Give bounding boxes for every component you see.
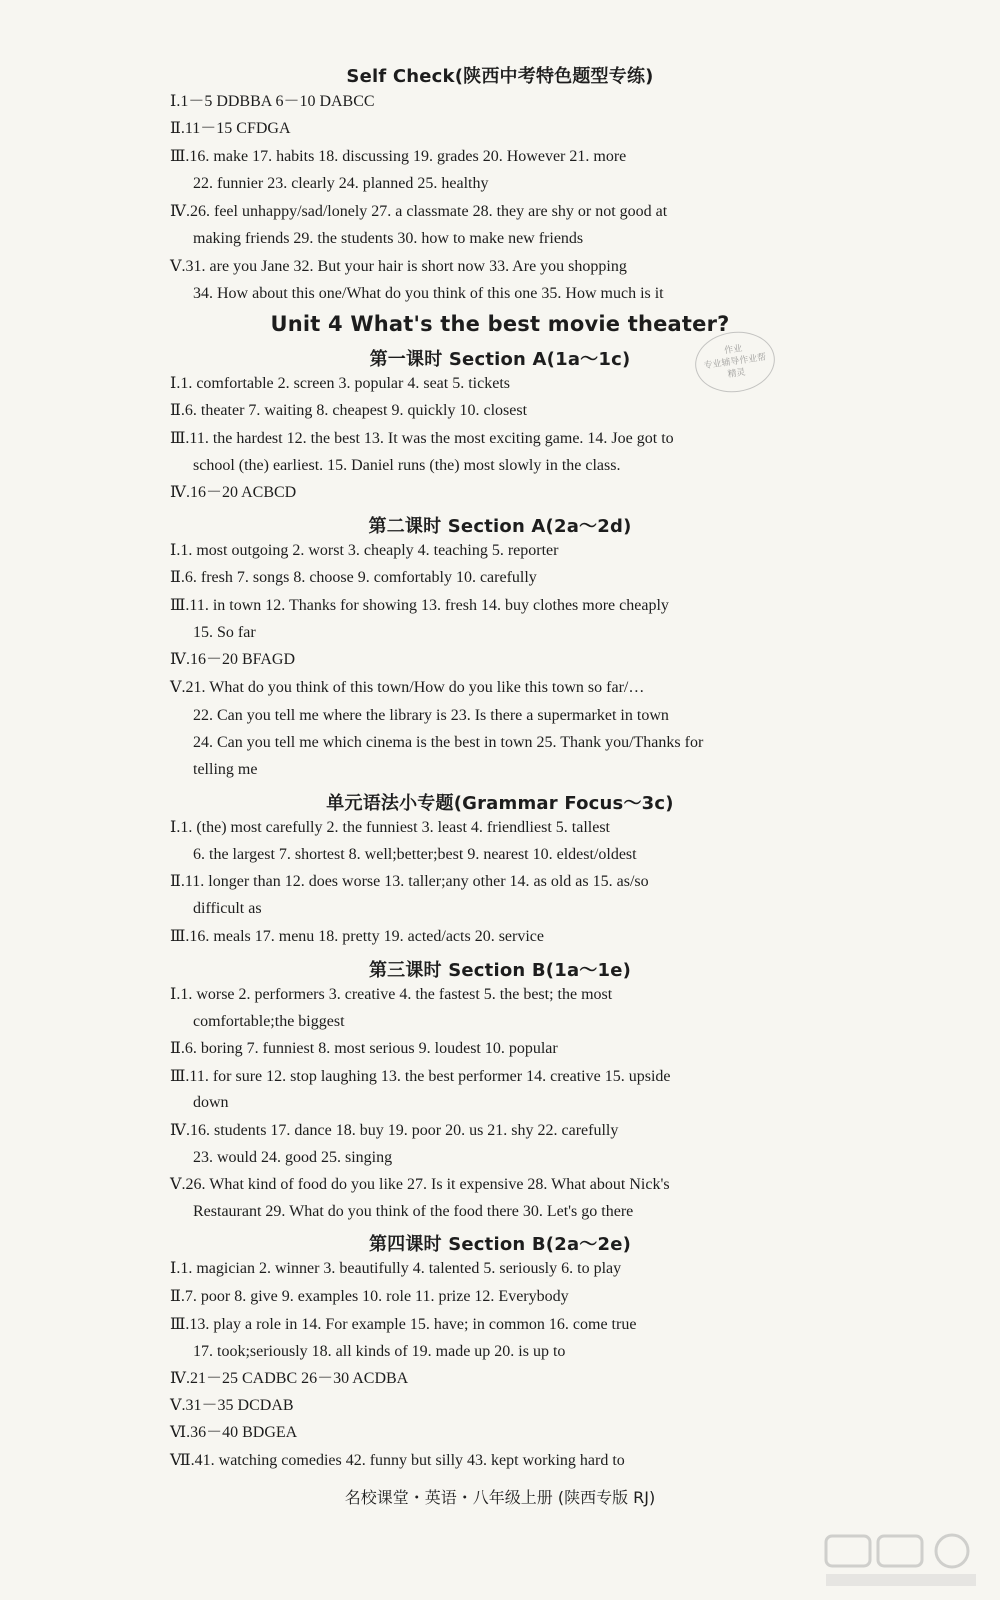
answer-line: Ⅴ.31. are you Jane 32. But your hair is short now 33. Are you shopping bbox=[170, 258, 627, 275]
answer-line: Ⅵ.36－40 BDGEA bbox=[170, 1424, 298, 1441]
answer-line: Ⅲ.16. meals 17. menu 18. pretty 19. acted/acts 20. service bbox=[170, 928, 544, 945]
answer-line: Ⅰ.1. (the) most carefully 2. the funniest 3. least 4. friendliest 5. tallest bbox=[170, 819, 610, 836]
answer-line: Ⅳ.26. feel unhappy/sad/lonely 27. a classmate 28. they are shy or not good at bbox=[170, 203, 668, 220]
grammar-heading: 单元语法小专题(Grammar Focus～3c) bbox=[326, 793, 674, 814]
page-footer: 名校课堂・英语・八年级上册 (陕西专版 RJ) bbox=[344, 1488, 656, 1507]
answer-line: Ⅲ.13. play a role in 14. For example 15. have; in common 16. come true bbox=[170, 1316, 637, 1333]
answer-line: Ⅲ.11. the hardest 12. the best 13. It was the most exciting game. 14. Joe got to bbox=[170, 430, 674, 447]
answer-line: Ⅲ.11. in town 12. Thanks for showing 13. fresh 14. buy clothes more cheaply bbox=[170, 597, 669, 614]
answer-line: 24. Can you tell me which cinema is the best in town 25. Thank you/Thanks for bbox=[193, 734, 704, 751]
answer-line: Ⅳ.16－20 BFAGD bbox=[170, 651, 296, 668]
answer-line: telling me bbox=[193, 761, 258, 778]
unit-title: Unit 4 What's the best movie theater? bbox=[270, 312, 730, 336]
answer-line: Ⅴ.31－35 DCDAB bbox=[170, 1397, 294, 1414]
answer-line: Ⅱ.6. fresh 7. songs 8. choose 9. comfortably 10. carefully bbox=[170, 569, 537, 586]
answer-line: 34. How about this one/What do you think of this one 35. How much is it bbox=[193, 285, 664, 302]
answer-line: Ⅰ.1. comfortable 2. screen 3. popular 4. seat 5. tickets bbox=[170, 375, 510, 392]
self-check-heading: Self Check(陕西中考特色题型专练) bbox=[346, 66, 654, 87]
answer-line: 22. Can you tell me where the library is 23. Is there a supermarket in town bbox=[193, 707, 669, 724]
answer-line: Ⅱ.11. longer than 12. does worse 13. taller;any other 14. as old as 15. as/so bbox=[170, 873, 649, 890]
lesson-heading: 第四课时 Section B(2a～2e) bbox=[368, 1234, 632, 1255]
lesson-heading: 第三课时 Section B(1a～1e) bbox=[368, 960, 632, 981]
lesson-heading: 第二课时 Section A(2a～2d) bbox=[368, 516, 632, 537]
answer-line: difficult as bbox=[193, 900, 262, 917]
answer-line: comfortable;the biggest bbox=[193, 1013, 345, 1030]
watermark-logo bbox=[822, 1532, 982, 1592]
answer-line: Ⅴ.26. What kind of food do you like 27. Is it expensive 28. What about Nick's bbox=[170, 1176, 670, 1193]
answer-line: school (the) earliest. 15. Daniel runs (the) most slowly in the class. bbox=[193, 457, 621, 474]
answer-line: Ⅱ.6. theater 7. waiting 8. cheapest 9. quickly 10. closest bbox=[170, 402, 528, 419]
lesson-heading: 第一课时 Section A(1a～1c) bbox=[369, 349, 631, 370]
answer-line: 15. So far bbox=[193, 624, 256, 641]
answer-line: Restaurant 29. What do you think of the food there 30. Let's go there bbox=[193, 1203, 634, 1220]
answer-line: Ⅰ.1. worse 2. performers 3. creative 4. the fastest 5. the best; the most bbox=[170, 986, 613, 1003]
answer-line: Ⅲ.16. make 17. habits 18. discussing 19. grades 20. However 21. more bbox=[170, 148, 627, 165]
answer-line: Ⅳ.21－25 CADBC 26－30 ACDBA bbox=[170, 1370, 409, 1387]
answer-line: Ⅱ.6. boring 7. funniest 8. most serious 9. loudest 10. popular bbox=[170, 1040, 558, 1057]
answer-line: Ⅲ.11. for sure 12. stop laughing 13. the best performer 14. creative 15. upside bbox=[170, 1068, 671, 1085]
answer-line: Ⅴ.21. What do you think of this town/How do you like this town so far/… bbox=[170, 679, 645, 696]
answer-line: making friends 29. the students 30. how to make new friends bbox=[193, 230, 584, 247]
answer-line: Ⅱ.7. poor 8. give 9. examples 10. role 11. prize 12. Everybody bbox=[170, 1288, 569, 1305]
answer-line: Ⅱ.11－15 CFDGA bbox=[170, 120, 291, 137]
answer-line: Ⅶ.41. watching comedies 42. funny but silly 43. kept working hard to bbox=[170, 1452, 625, 1469]
answer-line: Ⅳ.16－20 ACBCD bbox=[170, 484, 297, 501]
answer-line: Ⅰ.1. magician 2. winner 3. beautifully 4. talented 5. seriously 6. to play bbox=[170, 1260, 622, 1277]
answer-line: Ⅰ.1. most outgoing 2. worst 3. cheaply 4. teaching 5. reporter bbox=[170, 542, 559, 559]
homework-stamp: 作业 专业辅导作业帮 精灵 bbox=[691, 327, 779, 398]
answer-line: 17. took;seriously 18. all kinds of 19. made up 20. is up to bbox=[193, 1343, 566, 1360]
answer-line: 6. the largest 7. shortest 8. well;better;best 9. nearest 10. eldest/oldest bbox=[193, 846, 637, 863]
answer-line: 23. would 24. good 25. singing bbox=[193, 1149, 393, 1166]
answer-line: 22. funnier 23. clearly 24. planned 25. healthy bbox=[193, 175, 489, 192]
answer-line: Ⅳ.16. students 17. dance 18. buy 19. poor 20. us 21. shy 22. carefully bbox=[170, 1122, 619, 1139]
answer-line: down bbox=[193, 1094, 229, 1111]
answer-line: Ⅰ.1－5 DDBBA 6－10 DABCC bbox=[170, 93, 375, 110]
